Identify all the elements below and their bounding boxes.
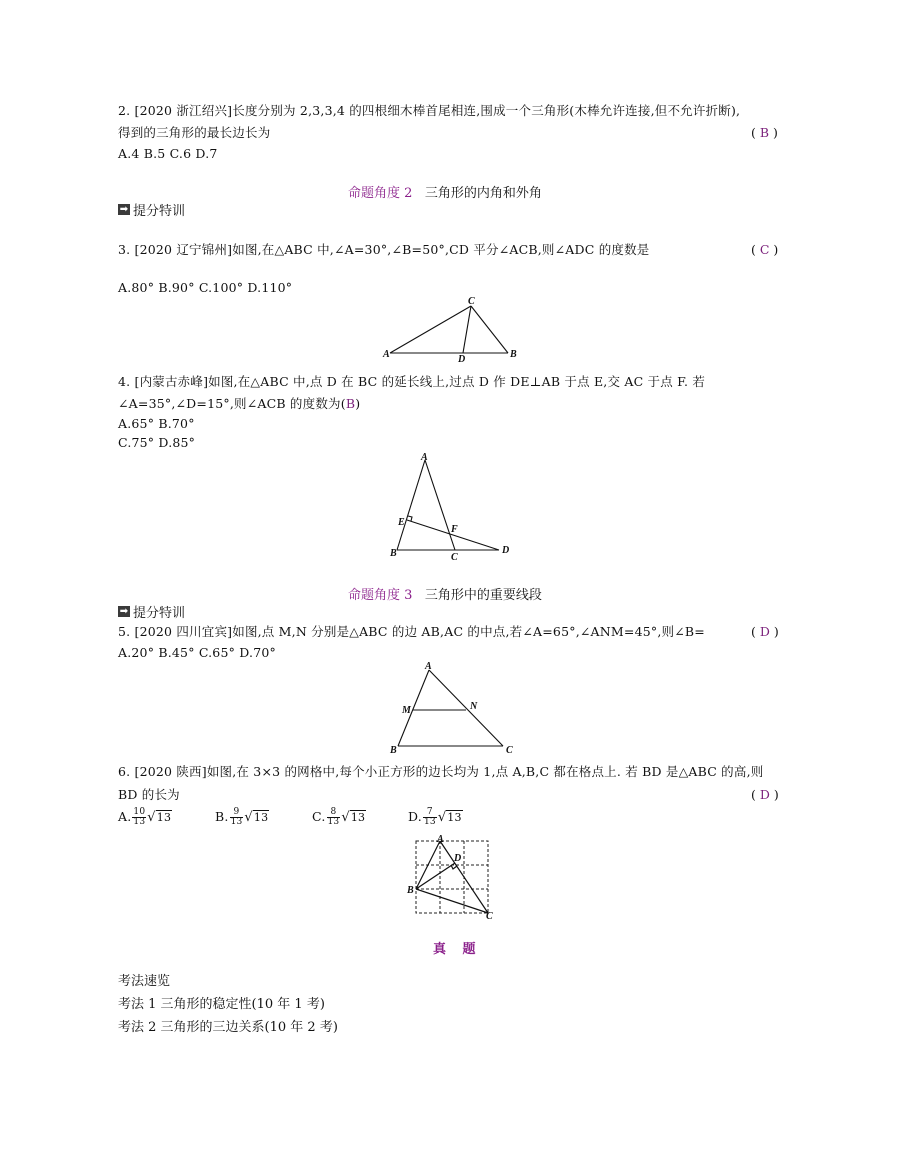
fraction — [423, 808, 437, 827]
q3-edge-ac — [390, 306, 471, 353]
section-2-tag: 命题角度 2 — [348, 186, 413, 201]
q5-options: A.20° B.45° C.65° D.70° — [118, 645, 276, 660]
radical: √13 — [244, 810, 269, 825]
fraction-numerator: 8 — [327, 808, 341, 818]
radicand: 13 — [156, 811, 172, 824]
q6-option-b-letter: B. — [215, 809, 229, 824]
q6-grid — [416, 841, 488, 913]
q2-answer: ( B ) — [751, 125, 778, 140]
radical: √13 — [147, 810, 172, 825]
fraction — [230, 808, 244, 827]
q5-label-c: C — [506, 745, 513, 756]
q6-option-d-letter: D. — [408, 809, 422, 824]
practice-label-2 — [118, 602, 185, 621]
q4-label-a: A — [421, 452, 428, 463]
q3-edge-cb — [471, 306, 508, 353]
q6-option-b — [215, 808, 269, 827]
q6-option-d — [408, 808, 463, 827]
fraction-denominator: 13 — [133, 817, 146, 827]
q6-label-a: A — [437, 835, 444, 845]
section-3-heading — [348, 584, 542, 603]
q6-line1: 6. [2020 陕西]如图,在 3×3 的网格中,每个小正方形的边长均为 1,点 A,B,C 都在格点上. 若 BD 是△ABC 的高,则 — [118, 764, 764, 779]
q6-label-c: C — [486, 911, 493, 921]
q3-options: A.80° B.90° C.100° D.110° — [118, 280, 293, 295]
radical: √13 — [437, 810, 462, 825]
q6-option-c — [312, 808, 366, 827]
radicand: 13 — [350, 811, 366, 824]
radicand: 13 — [447, 811, 462, 824]
q4-figure — [385, 450, 515, 564]
q4-label-c: C — [451, 552, 458, 563]
q3-label-b: B — [510, 349, 517, 360]
q3-label-d: D — [458, 354, 466, 362]
exam-item-2: 考法 2 三角形的三边关系(10 年 2 考) — [118, 1020, 338, 1035]
q3-edge-cd — [463, 306, 471, 353]
zhenti-heading: 真 题 — [433, 942, 482, 957]
q4-options-1: A.65° B.70° — [118, 416, 195, 431]
q5-answer: ( D ) — [751, 624, 779, 639]
q3-answer: ( C ) — [751, 242, 779, 257]
section-2-title: 三角形的内角和外角 — [424, 186, 542, 201]
q5-label-b: B — [390, 745, 397, 756]
q6-line2: BD 的长为 — [118, 787, 180, 802]
q2-options: A.4 B.5 C.6 D.7 — [118, 146, 218, 161]
fraction-denominator: 13 — [230, 817, 243, 827]
q5-answer-letter: D — [759, 624, 770, 639]
q5-figure — [385, 658, 520, 758]
q6-answer-letter: D — [759, 787, 770, 802]
q3-figure — [380, 294, 520, 362]
q4-line2-pre: ∠A=35°,∠D=15°,则∠ACB 的度数为( — [118, 396, 346, 411]
q2-line1: 2. [2020 浙江绍兴]长度分别为 2,3,3,4 的四根细木棒首尾相连,围成一个三角形(木棒允许连接,但不允许折断), — [118, 103, 741, 118]
q4-answer-letter: B — [345, 396, 356, 411]
q5-label-a: A — [425, 661, 432, 672]
q3-label-a: A — [383, 349, 390, 360]
practice-label-text: 提分特训 — [133, 204, 186, 219]
q6-option-a-letter: A. — [118, 809, 132, 824]
q5-line1: 5. [2020 四川宜宾]如图,点 M,N 分别是△ABC 的边 AB,AC 的中点,若∠A=65°,∠ANM=45°,则∠B= — [118, 624, 705, 639]
q6-answer: ( D ) — [751, 787, 779, 802]
exam-heading: 考法速览 — [118, 974, 171, 989]
fraction-numerator: 9 — [230, 808, 244, 818]
q4-line2 — [118, 396, 360, 412]
q4-options-2: C.75° D.85° — [118, 435, 196, 450]
q4-line1: 4. [内蒙古赤峰]如图,在△ABC 中,点 D 在 BC 的延长线上,过点 D 作 DE⊥AB 于点 E,交 AC 于点 F. 若 — [118, 374, 706, 389]
fraction — [327, 808, 341, 827]
q4-edge-ac — [425, 460, 455, 550]
q5-label-n: N — [470, 701, 478, 712]
q6-option-a — [118, 808, 172, 827]
q3-line1: 3. [2020 辽宁锦州]如图,在△ABC 中,∠A=30°,∠B=50°,CD 平分∠ACB,则∠ADC 的度数是 — [118, 242, 650, 257]
q3-label-c: C — [468, 296, 475, 307]
q6-figure — [406, 835, 498, 921]
q6-edge-bc — [416, 889, 488, 913]
q2-line2: 得到的三角形的最长边长为 — [118, 125, 271, 140]
section-3-title: 三角形中的重要线段 — [424, 588, 542, 603]
q5-label-m: M — [402, 705, 411, 716]
q3-answer-letter: C — [759, 242, 770, 257]
exam-item-1: 考法 1 三角形的稳定性(10 年 1 考) — [118, 997, 325, 1012]
arrow-right-icon: ➡ — [119, 606, 129, 617]
q4-edge-ab — [397, 460, 425, 550]
fraction-denominator: 13 — [327, 817, 340, 827]
q2-answer-letter: B — [759, 125, 770, 140]
fraction-numerator: 10 — [133, 807, 146, 817]
section-3-tag: 命题角度 3 — [348, 588, 413, 603]
q5-edge-ac — [429, 670, 503, 746]
q4-line2-post: ) — [355, 396, 361, 411]
q6-option-c-letter: C. — [312, 809, 326, 824]
q4-label-b: B — [390, 548, 397, 559]
fraction — [132, 808, 146, 827]
arrow-right-icon: ➡ — [119, 204, 129, 215]
radicand: 13 — [253, 811, 269, 824]
q4-label-e: E — [398, 517, 405, 528]
q6-label-b: B — [407, 885, 414, 896]
q4-label-d: D — [502, 545, 510, 556]
q6-label-d: D — [454, 853, 462, 864]
practice-label-1 — [118, 200, 185, 219]
practice-label-text: 提分特训 — [133, 606, 186, 621]
q4-label-f: F — [451, 524, 458, 535]
fraction-denominator: 13 — [423, 817, 436, 827]
radical: √13 — [341, 810, 366, 825]
fraction-numerator: 7 — [423, 808, 437, 818]
section-2-heading — [348, 182, 542, 201]
